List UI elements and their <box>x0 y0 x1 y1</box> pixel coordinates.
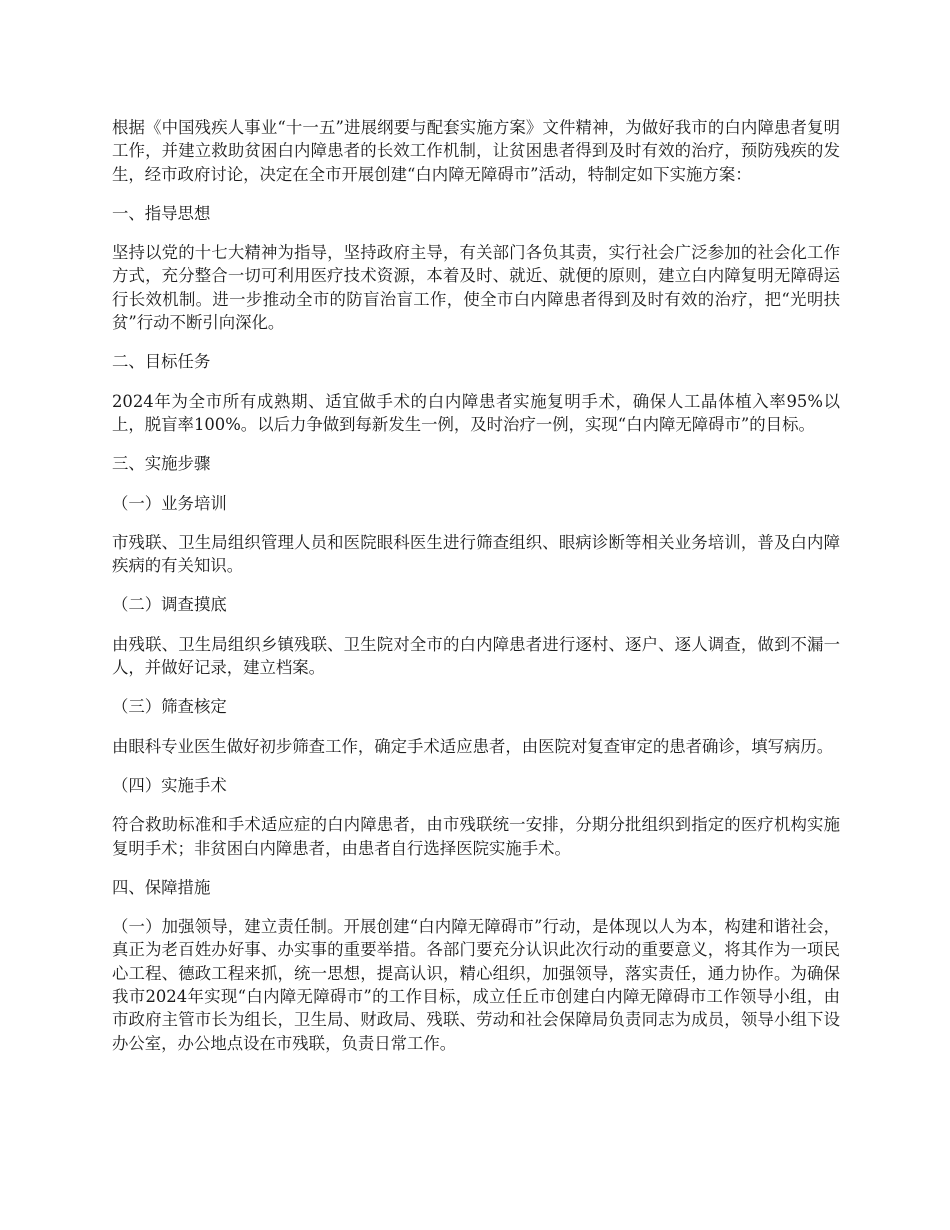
subheading-surgery: （四）实施手术 <box>112 775 227 795</box>
subheading-survey: （二）调查摸底 <box>112 595 227 615</box>
section-heading-guiding-ideology: 一、指导思想 <box>112 203 211 223</box>
screening-paragraph: 由眼科专业医生做好初步筛查工作，确定手术适应患者，由医院对复查审定的患者确诊，填写病历。 <box>112 736 834 756</box>
document-page <box>112 116 840 1071</box>
training-paragraph: 市残联、卫生局组织管理人员和医院眼科医生进行筛查组织、眼病诊断等相关业务培训，普及白内障疾病的有关知识。 <box>112 532 840 576</box>
survey-paragraph: 由残联、卫生局组织乡镇残联、卫生院对全市的白内障患者进行逐村、逐户、逐人调查，做到不漏一人，并做好记录，建立档案。 <box>112 634 840 678</box>
goals-paragraph: 2024年为全市所有成熟期、适宜做手术的白内障患者实施复明手术，确保人工晶体植入率95%以上，脱盲率100%。以后力争做到每新发生一例，及时治疗一例，实现“白内障无障碍市”的目标。 <box>112 391 840 434</box>
section-heading-safeguards: 四、保障措施 <box>112 877 211 897</box>
section-heading-goals: 二、目标任务 <box>112 352 211 372</box>
intro-paragraph: 根据《中国残疾人事业“十一五”进展纲要与配套实施方案》文件精神，为做好我市的白内障患者复明工作，并建立救助贫困白内障患者的长效工作机制，让贫困患者得到及时有效的治疗，预防残疾的发生，经市政府讨论，决定在全市开展创建“白内障无障碍市”活动，特制定如下实施方案： <box>112 118 840 184</box>
subheading-screening: （三）筛查核定 <box>112 697 227 717</box>
guiding-ideology-paragraph: 坚持以党的十七大精神为指导，坚持政府主导，有关部门各负其责，实行社会广泛参加的社会化工作方式，充分整合一切可利用医疗技术资源，本着及时、就近、就便的原则，建立白内障复明无障碍运行长效机制。进一步推动全市的防盲治盲工作，使全市白内障患者得到及时有效的治疗，把“光明扶贫”行动不断引向深化。 <box>112 243 840 333</box>
safeguards-paragraph: （一）加强领导，建立责任制。开展创建“白内障无障碍市”行动，是体现以人为本，构建和谐社会，真正为老百姓办好事、办实事的重要举措。各部门要充分认识此次行动的重要意义，将其作为一项民心工程、德政工程来抓，统一思想，提高认识，精心组织，加强领导，落实责任，通力协作。为确保我市2024年实现“白内障无障碍市”的工作目标，成立任丘市创建白内障无障碍市工作领导小组，由市政府主管市长为组长，卫生局、财政局、残联、劳动和社会保障局负责同志为成员，领导小组下设办公室，办公地点设在市残联，负责日常工作。 <box>112 917 840 1053</box>
surgery-paragraph: 符合救助标准和手术适应症的白内障患者，由市残联统一安排，分期分批组织到指定的医疗机构实施复明手术；非贫困白内障患者，由患者自行选择医院实施手术。 <box>112 815 840 858</box>
subheading-training: （一）业务培训 <box>112 493 227 513</box>
section-heading-steps: 三、实施步骤 <box>112 454 211 474</box>
